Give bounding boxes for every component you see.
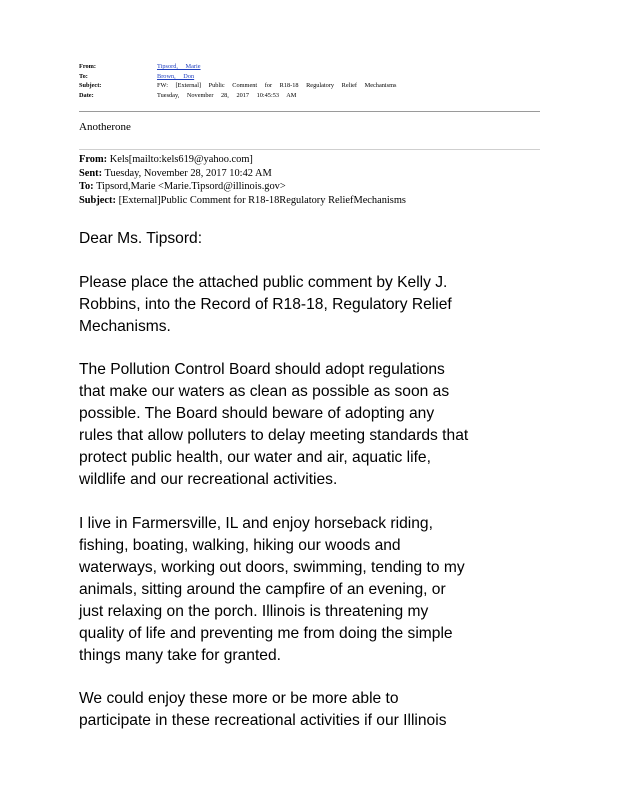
header-to-row: [79, 72, 399, 82]
original-to-value: Tipsord,Marie <Marie.Tipsord@illinois.gov>: [96, 181, 286, 193]
letter-salutation: Dear Ms. Tipsord:: [79, 230, 203, 247]
original-from-row: [79, 153, 519, 167]
original-message-header: [79, 153, 519, 208]
forward-note: Anotherone: [79, 121, 131, 133]
original-from-value: Kels[mailto:kels619@yahoo.com]: [109, 154, 253, 165]
header-from-row: [79, 62, 399, 72]
original-sent-label: Sent:: [79, 167, 103, 179]
header-date-label: Date:: [79, 91, 94, 99]
letter-paragraph: We could enjoy these more or be more able to participate in these recreational activities if our Illinois: [79, 690, 447, 729]
original-subject-label: Subject:: [79, 195, 116, 207]
header-subject-row: [79, 81, 399, 91]
letter-paragraph: The Pollution Control Board should adopt regulations that make our waters as clean as possible as soon as possible. The Board should beware of adopting any rules that allow polluters to delay meeting standards that protect public health, our water and air, aquatic life, wildlife and our recreational activities.: [79, 361, 469, 488]
header-subject-value: FW: [External] Public Comment for R18-18 Regulatory Relief Mechanisms: [157, 82, 397, 89]
header-date-row: [79, 91, 399, 101]
header-divider: [79, 111, 540, 112]
header-subject-label: Subject:: [79, 82, 102, 89]
original-subject-value: [External]Public Comment for R18-18Regulatory ReliefMechanisms: [118, 195, 406, 207]
letter-paragraph: Please place the attached public comment by Kelly J. Robbins, into the Record of R18-18, Regulatory Relief Mechanisms.: [79, 273, 452, 335]
email-header: [79, 62, 399, 100]
header-to-link[interactable]: Brown, Don: [157, 72, 195, 80]
original-sent-row: [79, 167, 519, 181]
header-from-label: From:: [79, 63, 97, 70]
header-from-link[interactable]: Tipsord, Marie: [157, 63, 201, 70]
original-divider: [79, 149, 540, 150]
letter-paragraph: I live in Farmersville, IL and enjoy horseback riding, fishing, boating, walking, hiking our woods and waterways, working out doors, swimming, tending to my animals, sitting around the campfire of an evening, or just relaxing on the porch. Illinois is threatening my quality of life and preventing me from doing the simple things many take for granted.: [79, 514, 465, 664]
original-sent-value: Tuesday, November 28, 2017 10:42 AM: [104, 167, 272, 179]
original-subject-row: [79, 194, 519, 208]
letter-body: [79, 228, 549, 754]
original-from-label: From:: [79, 154, 108, 165]
original-to-row: [79, 180, 519, 194]
header-to-label: To:: [79, 72, 88, 80]
original-to-label: To:: [79, 181, 94, 193]
header-date-value: Tuesday, November 28, 2017 10:45:53 AM: [157, 91, 297, 99]
